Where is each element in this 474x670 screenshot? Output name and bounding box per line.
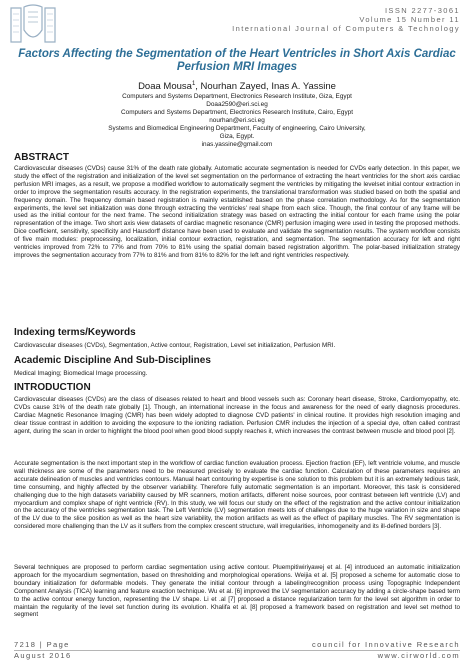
affiliation-line: Computers and Systems Department, Electronics Research Institute, Giza, Egypt bbox=[122, 93, 352, 100]
journal-volume: Volume 15 Number 11 bbox=[359, 15, 460, 24]
author-superscript: 1 bbox=[191, 81, 196, 87]
publisher-website[interactable]: www.cirworld.com bbox=[377, 651, 460, 660]
journal-name: International Journal of Computers & Technology bbox=[232, 24, 460, 33]
keywords-heading: Indexing terms/Keywords bbox=[14, 327, 136, 338]
author-rest: , Nourhan Zayed, Inas A. Yassine bbox=[195, 81, 336, 93]
journal-header bbox=[130, 6, 460, 33]
affiliation-email: inas.yassine@gmail.com bbox=[201, 141, 273, 148]
journal-logo-icon bbox=[8, 4, 58, 48]
publisher-name: council for Innovative Research bbox=[311, 640, 460, 649]
introduction-paragraph-3: Several techniques are proposed to perform cardiac segmentation using active contour. Pluempitiwiriyawej et al. [4] introduced an automatic initialization approach for the myocardium segmentation, based on thresholding and morphological operations. Weijia et al. [5] proposed a scheme for automatic close to boundary initialization for deformable models. They generate the initial contour through a labeling/recognition process using Topographic Independent Component Analysis (TICA) learning and feature exaction technique. Wu et al. [6] improved the LV segmentation accuracy by adding a circle-shape based term to the active contour energy function, representing the LV shape. Li et .al [7] proposed a distance regularization term for the level set algorithm in order to maintain the regularity of the level set function during its evolution. Khalifa et al. [8] proposed a framework based on registration and level set method to segment bbox=[14, 564, 460, 619]
introduction-heading: INTRODUCTION bbox=[14, 382, 91, 393]
introduction-paragraph-1: Cardiovascular diseases (CVDs) are the class of diseases related to heart and blood vessels such as: Coronary heart disease, Stroke, Cardiomyopathy, etc. CVDs cause 31% of the death rate globally [1]. Though, an international increase in the focus and awareness for the need of early diagnosis procedures. Cardiac Magnetic Resonance Imaging (CMR) has been widely adopted to diagnose CVD patients' in clinical routine. It provides high resolution imaging and clear tissue contrast in addition to avoiding the exposure to the ionizing radiation. Perfusion CMR includes the injection of a special dye, often called contrast agent, during the scan in order to highlight the blood pool when good blood supply reaches it, which increases the contrast between muscle and blood pool [2]. bbox=[14, 396, 460, 435]
introduction-paragraph-2: Accurate segmentation is the next important step in the workflow of cardiac function evaluation process. Ejection fraction (EF), left ventricle volume, and muscle wall thickness are some of the parameters need to be measured precisely to evaluate the cardiac function. Calculation of these parameters requires an accurate delineation of muscles and ventricles contours. Manual heart contouring by expertise is one solution to this problem but it is an extremely tedious task, time consuming, and highly affected by the observer variability. Therefore fully automatic segmentation is an important. Moreover, this task is considered challenging due to the high datasets variability caused by MR scanners, motion artifacts, different noise sources, poor contrast between left ventricle (LV) and myocardium and complex shape of right ventricle (RV). In this study, we will focus our study on the effect of the registration and the active contour initialization on the accuracy of the ventricles segmentation task. The Left Ventricle (LV) segmentation meets lots of challenges due to the huge variation in size and shape of the LV due to the slice position as well as the heart size variability, the motion artifacts as well as the effect of papillary muscles. The RV segmentation is considered more challenging than the LV as it suffers from the complex crescent structure, wall irregularities, inhomogeneity and its ill-defined borders [3]. bbox=[14, 460, 460, 531]
paper-authors bbox=[14, 79, 460, 92]
keywords-text: Cardiovascular diseases (CVDs), Segmentation, Active contour, Registration, Level set initialization, Perfusion MRI. bbox=[14, 342, 336, 349]
issue-date: August 2016 bbox=[14, 651, 72, 660]
footer-right bbox=[312, 639, 460, 661]
discipline-text: Medical Imaging; Biomedical Image processing. bbox=[14, 370, 148, 377]
affiliations-block bbox=[14, 93, 460, 149]
affiliation-line: Giza, Egypt. bbox=[219, 133, 255, 140]
journal-issn: ISSN 2277-3061 bbox=[384, 6, 460, 15]
paper-title: Factors Affecting the Segmentation of the Heart Ventricles in Short Axis Cardiac Perfusion MRI Images bbox=[18, 48, 456, 73]
author-first: Doaa Mousa bbox=[138, 81, 192, 93]
affiliation-line: Computers and Systems Department, Electronics Research Institute, Cairo, Egypt bbox=[121, 109, 353, 116]
abstract-heading: ABSTRACT bbox=[14, 152, 69, 163]
page-number: 7218 | Page bbox=[14, 640, 70, 649]
affiliation-line: Systems and Biomedical Engineering Department, Faculty of engineering, Cairo University, bbox=[108, 125, 366, 132]
affiliation-email: nourhan@eri.sci.eg bbox=[209, 117, 265, 124]
abstract-text: Cardiovascular diseases (CVDs) cause 31% of the death rate globally. Automatic accurate segmentation is needed for CVDs early detection. In this paper, we study the effect of the registration and initialization of the level set segmentation on the performance of extracting the heart ventricles for the short axis cardiac perfusion MRI images, as a result, we propose a modified workflow to automatically segment the ventricles by mitigating the levelset initial contour extraction in order to improve the segmentation results accuracy. In the registration experiments, the translational transformation was studied based on both the spatial and frequency domain. The frequency domain based registration is mainly established based on the phase correlation methodology. As for the segmentation experiments, the level set initialization was done through extracting the ventricles' real shape from each slice. Though, the final contour of any frame will be used as the initial contour for the next frame. The second initialization strategy was based on extracting the initial contour for each frame using the polar representation of the image. Two short axis view datasets of cardiac magnetic resonance (CMR) perfusion imaging were used in testing the proposed methods. Dice coefficient, sensitivity, specificity and Hausdorff distance have been used to evaluate and validate the segmentation results. The system workflow consists of five main modules: preprocessing, localization, initial contour extraction, registration, and segmentation. The segmentation accuracy for left and right ventricles improved from 72% to 77% and from 70% to 81% using the spatial domain based registration algorithm. The polar-based initialization strategy improves the segmentation accuracy from 77% to 81% and from 81% to 82% for the left and right ventricles respectively. bbox=[14, 165, 460, 259]
discipline-heading: Academic Discipline And Sub-Disciplines bbox=[14, 355, 211, 366]
affiliation-email: Doaa2590@eri.sci.eg bbox=[206, 101, 268, 108]
